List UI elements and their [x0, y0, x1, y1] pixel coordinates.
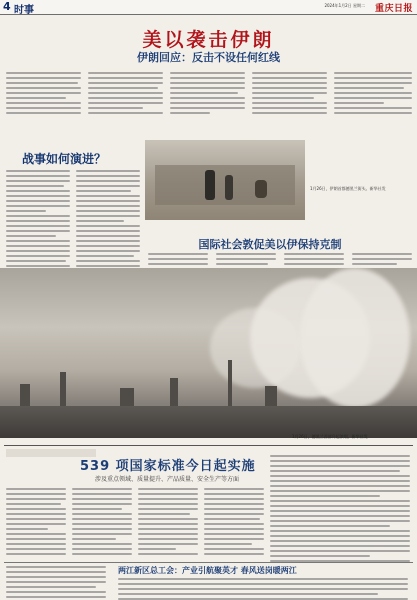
war-column-2 — [76, 170, 140, 275]
lead-column-2 — [88, 72, 163, 117]
standards-column-5 — [270, 455, 410, 565]
standards-column-3 — [138, 488, 198, 558]
lead-headline: 美以袭击伊朗 — [142, 29, 275, 51]
section-divider — [4, 445, 413, 446]
standards-column-4 — [204, 488, 264, 558]
lead-column-5 — [334, 72, 412, 117]
section-number: 4 — [3, 0, 11, 13]
lead-subheadline: 伊朗回应：反击不设任何红线 — [137, 51, 280, 64]
intl-column-3 — [284, 253, 344, 268]
panorama-caption: 1月26日，德黑兰西部升起浓烟。新华社发 — [292, 434, 368, 439]
bottom-divider — [4, 562, 413, 563]
standards-column-1 — [6, 488, 66, 558]
publication-name: 重庆日报 — [374, 4, 413, 14]
bottom-headline: 两江新区总工会：产业引航聚英才 春风送岗暖两江 — [118, 566, 297, 575]
intl-section-title: 国际社会敦促美以伊保持克制 — [198, 238, 342, 251]
standards-column-2 — [72, 488, 132, 558]
smoke-panorama-photo — [0, 268, 417, 438]
lead-column-1 — [6, 72, 81, 117]
standards-headline: 539 项国家标准今日起实施 — [80, 459, 256, 474]
standards-subheadline: 涉及重点领域、质量提升、产品质量、安全生产等方面 — [95, 476, 240, 483]
intl-column-2 — [216, 253, 276, 268]
lead-column-3 — [170, 72, 245, 117]
intl-column-4 — [352, 253, 412, 268]
war-column-1 — [6, 170, 70, 275]
bottom-column-1 — [6, 566, 106, 600]
section-name: 时事 — [14, 5, 34, 16]
war-section-title: 战事如何演进？ — [22, 152, 107, 166]
publication-date: 2024年1月2日 星期二 — [324, 3, 365, 8]
bottom-column-2 — [118, 578, 408, 600]
street-photo — [145, 140, 305, 220]
page-header — [0, 0, 417, 15]
lead-column-4 — [252, 72, 327, 117]
photo-caption: 1月26日，伊朗首都德黑兰街头。新华社发 — [310, 186, 386, 191]
intl-column-1 — [148, 253, 208, 268]
